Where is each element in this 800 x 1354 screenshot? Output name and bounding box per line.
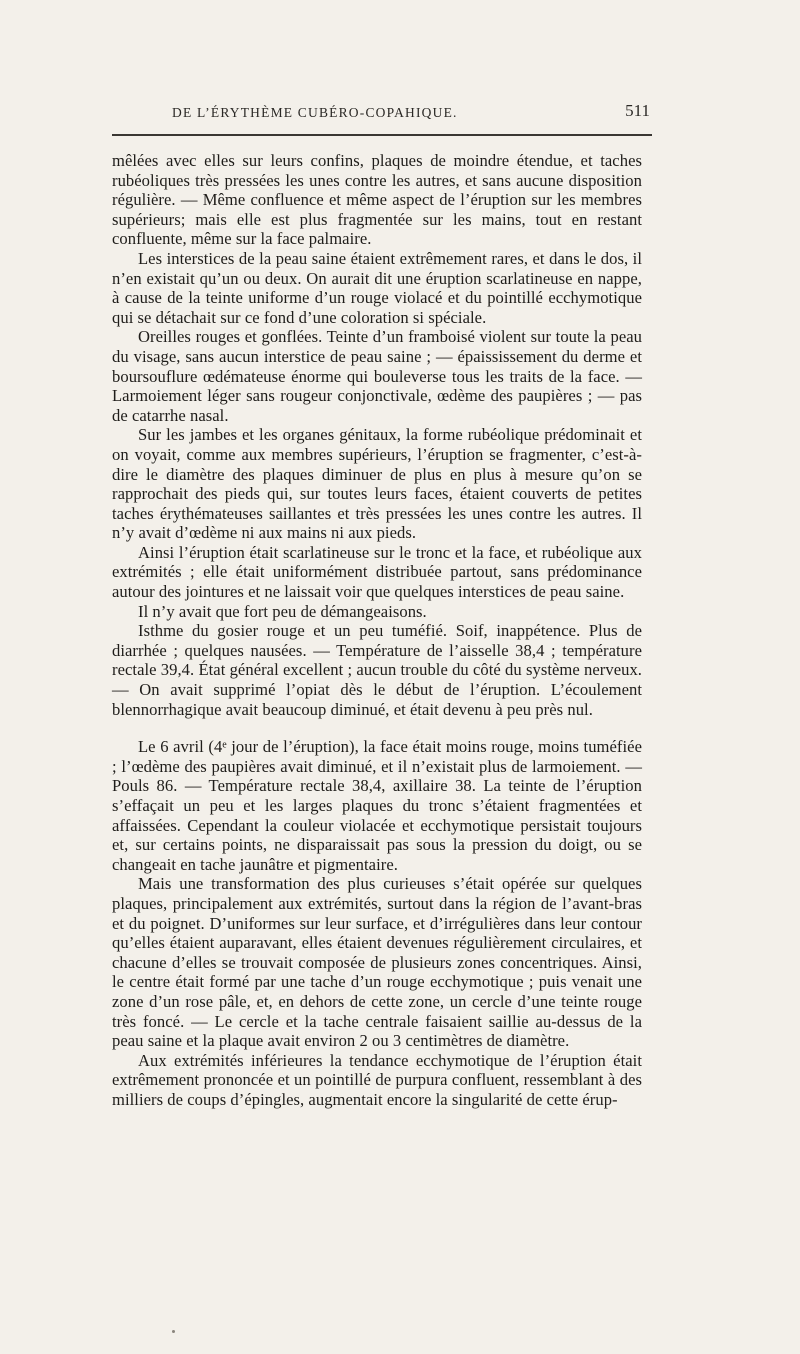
header-rule [112, 134, 652, 136]
page-header [110, 98, 650, 124]
paragraph-3: Oreilles rouges et gonflées. Teinte d’un framboisé violent sur toute la peau du visage, sans aucun interstice de peau saine ; — épaississement du derme et boursouflure œdémateuse énorme qui bouleverse tous les traits de la face. — Larmoiement léger sans rougeur conjonctivale, œdème des paupières ; — pas de catarrhe nasal. [112, 327, 642, 425]
paragraph-7: Isthme du gosier rouge et un peu tuméfié. Soif, inappétence. Plus de diarrhée ; quelques nausées. — Température de l’aisselle 38,4 ; température rectale 39,4. État général excellent ; aucun trouble du côté du système nerveux. — On avait supprimé l’opiat dès le début de l’éruption. L’écoulement blennorrhagique avait beaucoup diminué, et était devenu à peu près nul. [112, 621, 642, 719]
paragraph-8: Le 6 avril (4ᵉ jour de l’éruption), la face était moins rouge, moins tuméfiée ; l’œdème des paupières avait diminué, et il n’existait plus de larmoiement. — Pouls 86. — Température rectale 38,4, axillaire 38. La teinte de l’éruption s’effaçait un peu et les larges plaques du tronc s’étaient fragmentées et affaissées. Cependant la couleur violacée et ecchymotique persistait toujours et, sur certains points, ne disparaissait pas sous la pression du doigt, ou se changeait en tache jaunâtre et pigmentaire. [112, 737, 642, 874]
page-number: 511 [625, 101, 650, 120]
running-title: DE L’ÉRYTHÈME CUBÉRO-COPAHIQUE. [172, 105, 458, 120]
paragraph-10: Aux extrémités inférieures la tendance ecchymotique de l’éruption était extrêmement prononcée et un pointillé de purpura confluent, ressemblant à des milliers de coups d’épingles, augmentait encore la singularité de cette érup- [112, 1050, 642, 1109]
paragraph-1: mêlées avec elles sur leurs confins, plaques de moindre étendue, et taches rubéoliques très pressées les unes contre les autres, et sans aucune disposition régulière. — Même confluence et même aspect de l’éruption sur les membres supérieurs; mais elle est plus fragmentée sur les mains, tout en restant confluente, même sur la face palmaire. [112, 151, 642, 249]
paragraph-2: Les interstices de la peau saine étaient extrêmement rares, et dans le dos, il n’en existait qu’un ou deux. On aurait dit une éruption scarlatineuse en nappe, à cause de la teinte uniforme d’un rouge violacé et du pointillé ecchymotique qui se détachait sur ce fond d’une coloration si spéciale. [112, 248, 642, 327]
paragraph-5: Ainsi l’éruption était scarlatineuse sur le tronc et la face, et rubéolique aux extrémités ; elle était uniformément distribuée partout, sans prédominance autour des jointures et ne laissait voir que quelques interstices de peau saine. [112, 542, 642, 602]
ink-speck [172, 1330, 175, 1333]
paragraph-6: Il n’y avait que fort peu de démangeaisons. [138, 601, 427, 621]
paragraph-4: Sur les jambes et les organes génitaux, la forme rubéolique prédominait et on voyait, comme aux membres supérieurs, l’éruption se fragmenter, c’est-à-dire le diamètre des plaques diminuer de plus en plus à mesure qu’on se rapprochait des pieds qui, sur toutes leurs faces, étaient couverts de petites taches érythémateuses saillantes et très pressées les unes contre les autres. Il n’y avait d’œdème ni aux mains ni aux pieds. [112, 425, 642, 543]
paragraph-9: Mais une transformation des plus curieuses s’était opérée sur quelques plaques, principalement aux extrémités, surtout dans la région de l’avant-bras et du poignet. D’uniformes sur leur surface, et d’irrégulières dans leur contour qu’elles étaient auparavant, elles étaient devenues régulièrement circulaires, et chacune d’elles se trouvait composée de plusieurs zones concentriques. Ainsi, le centre était formé par une tache d’un rouge ecchymotique ; puis venait une zone d’un rose pâle, et, en dehors de cette zone, un cercle d’une teinte rouge très foncé. — Le cercle et la tache centrale faisaient saillie au-dessus de la peau saine et la plaque avait environ 2 ou 3 centimètres de diamètre. [112, 874, 642, 1051]
body-text [112, 151, 642, 1110]
